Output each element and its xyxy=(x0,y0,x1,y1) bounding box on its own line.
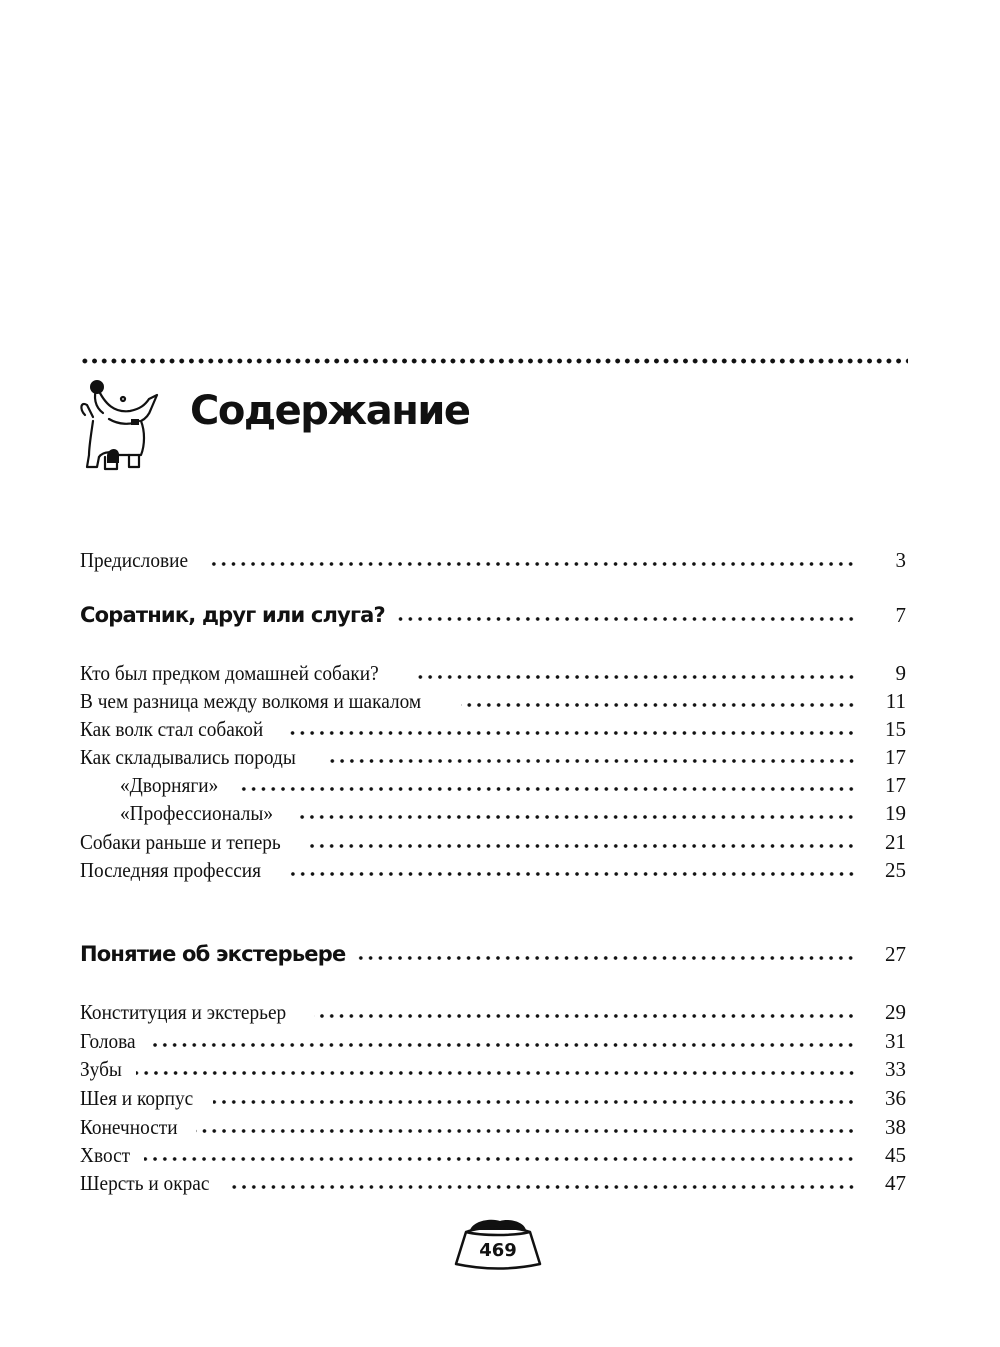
dot-leader xyxy=(207,562,856,566)
toc-entry[interactable] xyxy=(80,689,906,714)
toc-entry-page: 47 xyxy=(885,1171,906,1195)
toc-subentry-label: «Профессионалы» xyxy=(120,801,274,825)
toc-entry[interactable] xyxy=(80,858,906,883)
toc-entry-label: Последняя профессия xyxy=(80,858,262,882)
toc-entry-label: Шерсть и окрас xyxy=(80,1171,210,1195)
dot-leader xyxy=(196,1129,856,1133)
toc-entry-page: 29 xyxy=(885,1000,906,1024)
dot-leader xyxy=(231,1185,856,1189)
toc-entry-page: 33 xyxy=(885,1057,906,1081)
toc-subentry[interactable] xyxy=(80,773,906,798)
toc-entry-label: Предисловие xyxy=(80,548,189,572)
toc-entry[interactable] xyxy=(80,1171,906,1196)
dot-leader xyxy=(325,759,856,763)
toc-chapter-label: Понятие об экстерьере xyxy=(80,942,346,966)
toc-chapter-page: 27 xyxy=(885,942,906,966)
dot-leader xyxy=(213,1100,856,1104)
toc-entry[interactable] xyxy=(80,1000,906,1025)
toc-entry-label: Собаки раньше и теперь xyxy=(80,830,281,854)
dog-cartoon-icon xyxy=(75,375,165,475)
toc-chapter-page: 7 xyxy=(895,603,906,627)
toc-entry[interactable] xyxy=(80,1086,906,1111)
toc-entry-page: 31 xyxy=(885,1029,906,1053)
toc-entry[interactable] xyxy=(80,717,906,742)
toc-subentry[interactable] xyxy=(80,801,906,826)
dot-leader xyxy=(237,787,856,791)
toc-entry-page: 25 xyxy=(885,858,906,882)
toc-entry-label: Зубы xyxy=(80,1057,122,1081)
toc-entry-page: 3 xyxy=(895,548,906,572)
toc-entry-page: 38 xyxy=(885,1115,906,1139)
dotted-rule xyxy=(80,358,908,364)
toc-entry-page: 45 xyxy=(885,1143,906,1167)
dot-leader xyxy=(461,703,856,707)
toc-entry[interactable] xyxy=(80,1115,906,1140)
toc-entry-label: Как волк стал собакой xyxy=(80,717,264,741)
toc-entry-label: Голова xyxy=(80,1029,136,1053)
toc-subentry-page: 19 xyxy=(885,801,906,825)
toc-entry-page: 21 xyxy=(885,830,906,854)
dot-leader xyxy=(308,844,856,848)
toc-chapter[interactable] xyxy=(80,603,906,628)
toc-entry-page: 9 xyxy=(895,661,906,685)
toc-entry-label: Конечности xyxy=(80,1115,178,1139)
toc-entry[interactable] xyxy=(80,1143,906,1168)
dot-leader xyxy=(314,1014,856,1018)
toc-entry[interactable] xyxy=(80,661,906,686)
toc-subentry-label: «Дворняги» xyxy=(120,773,219,797)
toc-entry[interactable] xyxy=(80,548,906,573)
toc-entry-label: Конституция и экстерьер xyxy=(80,1000,287,1024)
toc-entry[interactable] xyxy=(80,1057,906,1082)
dot-leader xyxy=(287,872,856,876)
toc-chapter-label: Соратник, друг или слуга? xyxy=(80,603,385,627)
toc-entry-page: 11 xyxy=(885,689,906,713)
toc-entry-label: Шея и корпус xyxy=(80,1086,194,1110)
toc-entry-label: Хвост xyxy=(80,1143,131,1167)
toc-entry-page: 15 xyxy=(885,717,906,741)
page-title: Содержание xyxy=(190,388,470,434)
toc-entry-page: 17 xyxy=(885,745,906,769)
dot-leader xyxy=(136,1071,856,1075)
toc-entry-label: В чем разница между волкомя и шакалом xyxy=(80,689,422,713)
toc-entry[interactable] xyxy=(80,745,906,770)
toc-entry-label: Кто был предком домашней собаки? xyxy=(80,661,379,685)
dot-leader xyxy=(296,815,856,819)
dot-leader xyxy=(395,617,856,621)
toc-entry[interactable] xyxy=(80,830,906,855)
toc-subentry-page: 17 xyxy=(885,773,906,797)
toc-chapter[interactable] xyxy=(80,942,906,967)
dot-leader xyxy=(150,1043,856,1047)
page-number: 469 xyxy=(479,1240,517,1261)
toc-entry-page: 36 xyxy=(885,1086,906,1110)
toc-entry-label: Как складывались породы xyxy=(80,745,296,769)
dot-leader xyxy=(289,731,856,735)
toc-entry[interactable] xyxy=(80,1029,906,1054)
dot-leader xyxy=(355,956,856,960)
dot-leader xyxy=(144,1157,856,1161)
dot-leader xyxy=(415,675,856,679)
